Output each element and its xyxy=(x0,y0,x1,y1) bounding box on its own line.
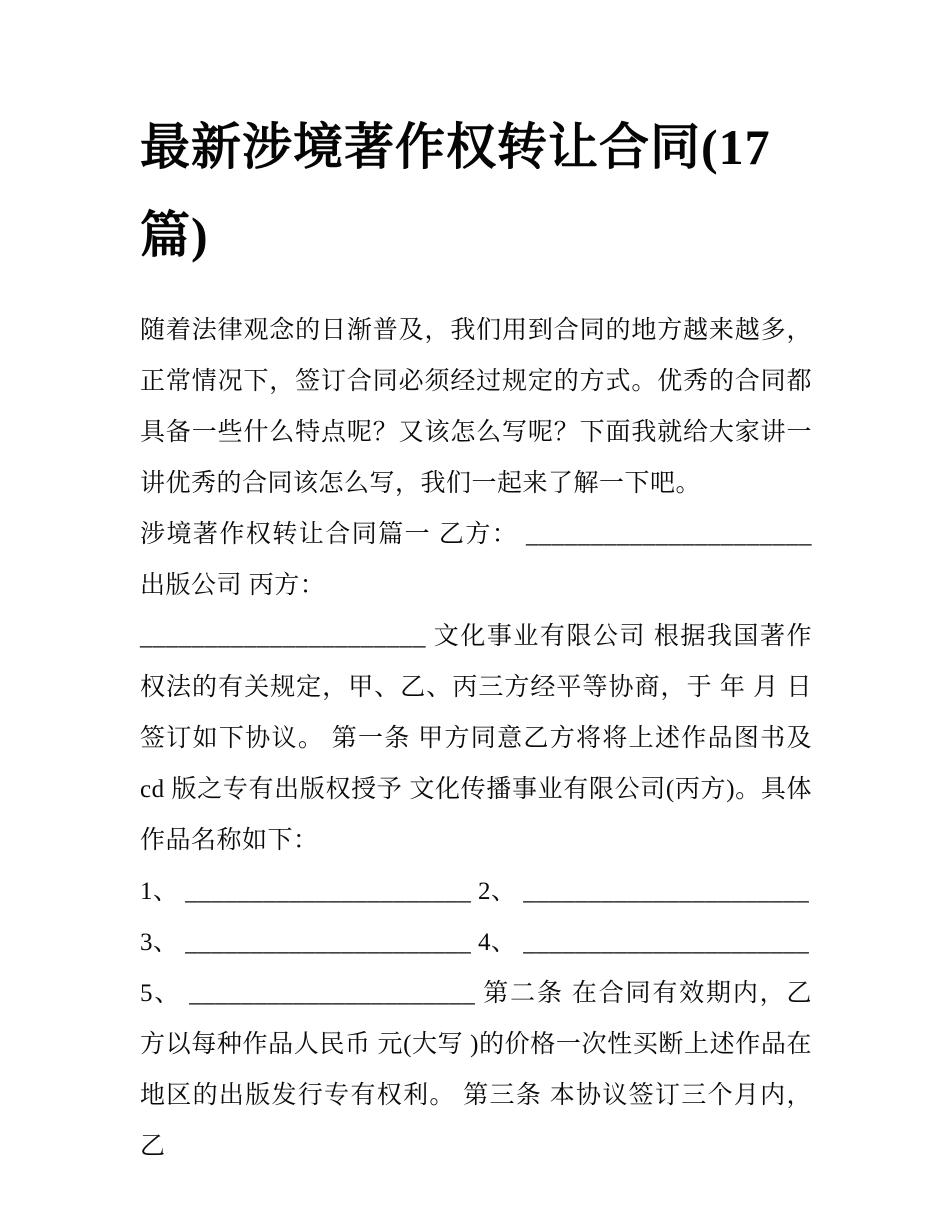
party-c-and-clause-one-paragraph: ______________________ 文化事业有限公司 根据我国著作权法的有关规定，甲、乙、丙三方经平等协商，于 年 月 日签订如下协议。 第一条 甲方同意乙方将将上述作品图书及cd 版之专有出版权授予 文化传播事业有限公司(丙方)。具体作品名称如下： xyxy=(140,623,812,854)
intro-paragraph: 随着法律观念的日渐普及，我们用到合同的地方越来越多，正常情况下，签订合同必须经过规定的方式。优秀的合同都具备一些什么特点呢？又该怎么写呢？下面我就给大家讲一讲优秀的合同该怎么写，我们一起来了解一下吧。 xyxy=(140,317,812,497)
work-list-line-3-4: 3、 ______________________ 4、 ______________________ xyxy=(140,929,810,956)
work-list-line-1-2: 1、 ______________________ 2、 ______________________ xyxy=(140,878,810,905)
party-b-line: 涉境著作权转让合同篇一 乙方： ______________________ 出版公司 丙方： xyxy=(140,521,812,599)
work-list-line-5-and-clause-two-three: 5、 ______________________ 第二条 在合同有效期内，乙方以每种作品人民币 元(大写 )的价格一次性买断上述作品在地区的出版发行专有权利。 第三条 本协议签订三个月内，乙 xyxy=(140,980,812,1160)
document-title: 最新涉境著作权转让合同(17 篇) xyxy=(140,119,771,263)
